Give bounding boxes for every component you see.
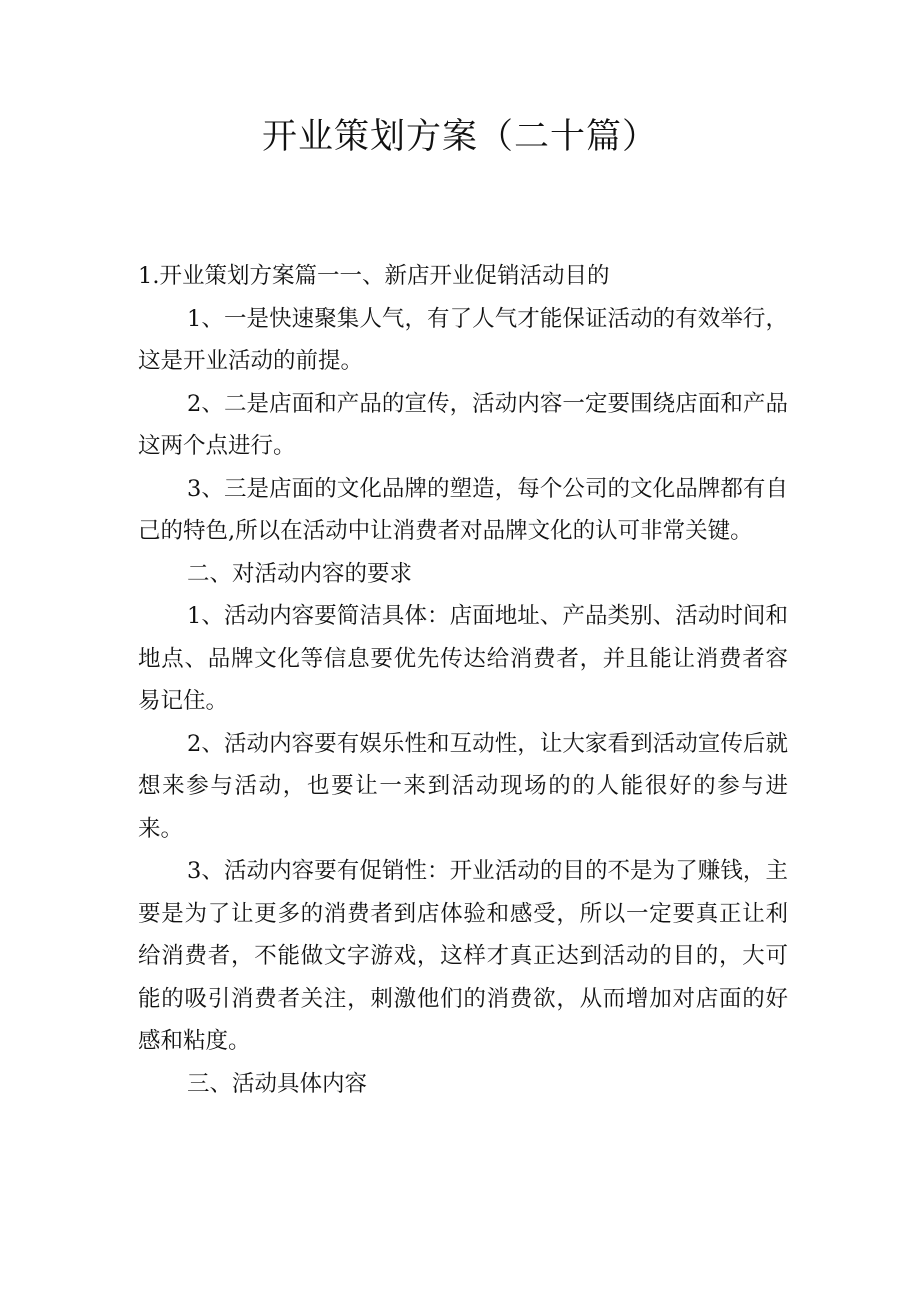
document-body bbox=[138, 255, 788, 1105]
paragraph-3: 3、三是店面的文化品牌的塑造，每个公司的文化品牌都有自己的特色,所以在活动中让消费者对品牌文化的认可非常关键。 bbox=[138, 475, 788, 544]
paragraph-4: 1、活动内容要简洁具体：店面地址、产品类别、活动时间和地点、品牌文化等信息要优先传达给消费者，并且能让消费者容易记住。 bbox=[138, 603, 788, 714]
paragraph-1: 1、一是快速聚集人气，有了人气才能保证活动的有效举行，这是开业活动的前提。 bbox=[138, 305, 788, 374]
paragraph-6: 3、活动内容要有促销性：开业活动的目的不是为了赚钱，主要是为了让更多的消费者到店体验和感受，所以一定要真正让利给消费者，不能做文字游戏，这样才真正达到活动的目的，大可能的吸引消费者关注，刺激他们的消费欲，从而增加对店面的好感和粘度。 bbox=[138, 858, 788, 1054]
section-heading-2: 二、对活动内容的要求 bbox=[187, 560, 413, 587]
paragraph-2: 2、二是店面和产品的宣传，活动内容一定要围绕店面和产品这两个点进行。 bbox=[138, 390, 788, 459]
document-title: 开业策划方案（二十篇） bbox=[261, 117, 658, 157]
paragraph-5: 2、活动内容要有娱乐性和互动性，让大家看到活动宣传后就想来参与活动，也要让一来到活动现场的的人能很好的参与进来。 bbox=[138, 730, 788, 842]
section-heading-3: 三、活动具体内容 bbox=[187, 1070, 368, 1097]
section-heading-1: 1.开业策划方案篇一一、新店开业促销活动目的 bbox=[138, 263, 610, 289]
